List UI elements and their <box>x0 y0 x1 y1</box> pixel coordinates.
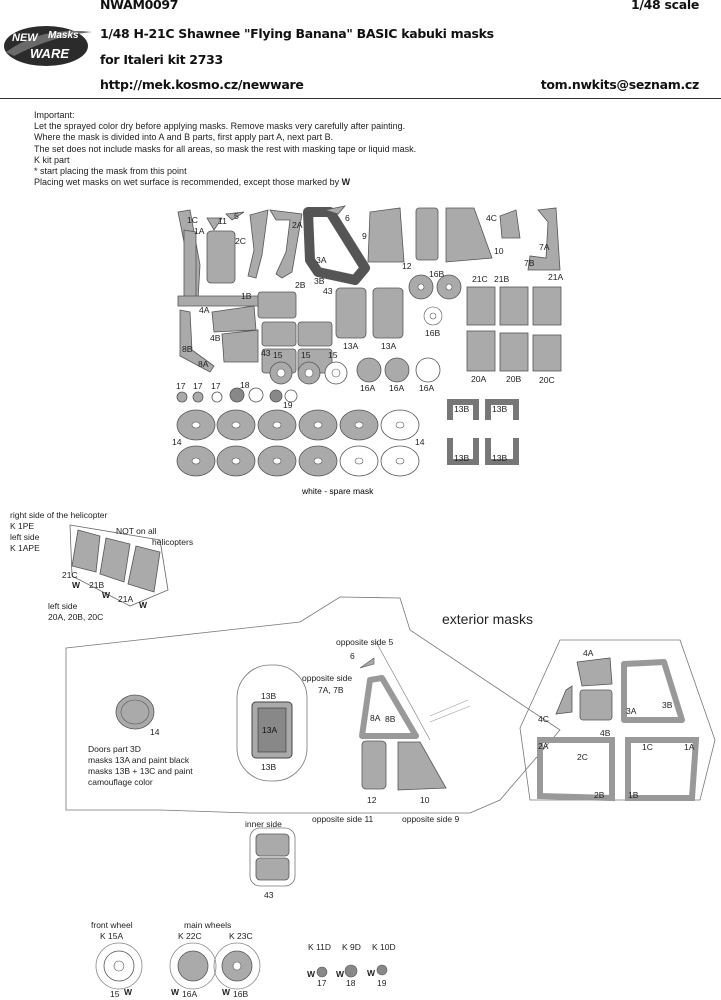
side-note: left side <box>10 532 40 542</box>
wet-mark: W <box>307 969 316 979</box>
sheet-label: 13B <box>454 404 470 414</box>
canopy-label: 1A <box>684 742 695 752</box>
side-note: NOT on all <box>116 526 157 536</box>
canopy-label: 1B <box>628 790 639 800</box>
mask-17-a <box>177 392 187 402</box>
sheet-label: 17 <box>211 381 221 391</box>
mask-3a <box>308 212 365 280</box>
canopy-outline <box>520 640 715 800</box>
sheet-label: 13A <box>343 341 359 351</box>
sheet-label: 13B <box>492 404 508 414</box>
canopy-label: 2A <box>538 741 549 751</box>
mask-20c <box>533 335 561 371</box>
exterior-label: 7A, 7B <box>318 685 344 695</box>
wheel-label: 17 <box>317 978 327 988</box>
mask-20b <box>500 333 528 371</box>
fuselage-mask-10 <box>398 742 446 790</box>
wet-mark: W <box>124 987 133 997</box>
canopy-label: 3A <box>626 706 637 716</box>
canopy-4b <box>580 690 612 720</box>
wet-mark: W <box>72 580 81 590</box>
logo-ware: WARE <box>30 46 69 61</box>
sheet-label: 16A <box>419 383 435 393</box>
exterior-label: opposite side 5 <box>336 637 394 647</box>
kit-text: for Italeri kit 2733 <box>100 52 223 67</box>
mask-2c <box>207 231 235 283</box>
mask-21c <box>467 287 495 325</box>
logo-masks: Masks <box>48 30 79 41</box>
email-address: tom.nwkits@seznam.cz <box>540 77 699 92</box>
mask-4a <box>212 306 256 332</box>
wheel-label: 18 <box>346 978 356 988</box>
fuselage-mask-6 <box>360 658 374 668</box>
exterior-label: opposite side <box>302 673 353 683</box>
side-note: K 1APE <box>10 543 40 553</box>
sheet-label: 14 <box>172 437 182 447</box>
small-18 <box>345 965 357 977</box>
exterior-label: 8B <box>385 714 396 724</box>
sheet-label: 5 <box>234 211 239 221</box>
exterior-label: 8A <box>370 713 381 723</box>
canopy-label: 2B <box>594 790 605 800</box>
sheet-label: 21B <box>494 274 510 284</box>
sheet-label: 21A <box>548 272 564 282</box>
sheet-label: 7A <box>539 242 550 252</box>
sheet-label: 20A <box>471 374 487 384</box>
sheet-label: 16A <box>389 383 405 393</box>
mask-18-spare <box>249 388 263 402</box>
sheet-label: 15 <box>301 350 311 360</box>
wheel-label: K 22C <box>178 931 202 941</box>
fuselage-mask-12 <box>362 741 386 789</box>
wheel-label: front wheel <box>91 920 133 930</box>
wheel-label: 16A <box>182 989 198 999</box>
mask-9-glass <box>368 208 404 262</box>
sheet-label: 43 <box>323 286 333 296</box>
sheet-label: 4B <box>210 333 221 343</box>
doors-line: masks 13A and paint black <box>88 755 190 765</box>
sheet-label: 14 <box>415 437 425 447</box>
exterior-label: opposite side 11 <box>312 814 374 824</box>
instruction-line: Let the sprayed color dry before applying masks. Remove masks very carefully after painting. <box>34 121 406 132</box>
fuselage-line <box>375 640 430 740</box>
mask-21b <box>500 287 528 325</box>
sheet-label: 16B <box>425 328 441 338</box>
canopy-label: 1C <box>642 742 653 752</box>
exterior-label: 14 <box>150 727 160 737</box>
side-label-21c: 21C <box>62 570 78 580</box>
mask-17-b <box>193 392 203 402</box>
doors-line: masks 13B + 13C and paint <box>88 766 193 776</box>
mask-16a-b <box>385 358 409 382</box>
canopy-label: 4B <box>600 728 611 738</box>
sheet-label: 9 <box>362 231 367 241</box>
sheet-label: 13B <box>492 453 508 463</box>
sheet-label: 8B <box>182 344 193 354</box>
scale-text: 1/48 scale <box>630 0 699 12</box>
inner-side-43a <box>256 834 289 856</box>
sheet-label: 7B <box>524 258 535 268</box>
mask-12 <box>416 208 438 260</box>
mask-4c <box>500 210 520 238</box>
mask-13a-right <box>373 288 403 338</box>
wet-mark: W <box>367 968 376 978</box>
canopy-4a <box>577 658 612 686</box>
instruction-line: * start placing the mask from this point <box>34 166 187 177</box>
sheet-label: 4A <box>199 305 210 315</box>
mask-16a-a <box>357 358 381 382</box>
sheet-label: 20B <box>506 374 522 384</box>
mask-21a <box>533 287 561 325</box>
canopy-label: 3B <box>662 700 673 710</box>
wheel-label: main wheels <box>184 920 232 930</box>
sheet-label: 1A <box>194 226 205 236</box>
exterior-label: inner side <box>245 819 282 829</box>
canopy-label: 4C <box>538 714 549 724</box>
sheet-label: 15 <box>328 350 338 360</box>
instruction-line: K kit part <box>34 154 70 165</box>
sheet-label: 17 <box>193 381 203 391</box>
doors-line: Doors part 3D <box>88 744 141 754</box>
mask-19 <box>270 390 282 402</box>
small-19 <box>377 965 387 975</box>
sheet-label: 19 <box>283 400 293 410</box>
side-label-21b: 21B <box>89 580 105 590</box>
wheel-label: 19 <box>377 978 387 988</box>
mask-2b-left <box>258 292 296 318</box>
sheet-label: 8A <box>198 359 209 369</box>
wheel-label: 15 <box>110 989 120 999</box>
sheet-label: 15 <box>273 350 283 360</box>
sheet-label: 13A <box>381 341 397 351</box>
wheel-label: K 15A <box>100 931 124 941</box>
doors-note <box>88 744 193 788</box>
sheet-label: 6 <box>345 213 350 223</box>
side-label-21a: 21A <box>118 594 134 604</box>
spare-mask-caption: white - spare mask <box>302 486 374 496</box>
mask-20a <box>467 331 495 371</box>
exterior-label: opposite side 9 <box>402 814 460 824</box>
exterior-label: 6 <box>350 651 355 661</box>
exterior-label: 13A <box>262 725 278 735</box>
wet-mark: W <box>222 987 231 997</box>
wet-mark: W <box>139 600 148 610</box>
wheel-label: K 9D <box>342 942 361 952</box>
product-code: NWAM0097 <box>100 0 179 12</box>
sheet-label: 2A <box>292 220 303 230</box>
canopy-4c <box>556 686 572 714</box>
side-note: right side of the helicopter <box>10 510 108 520</box>
website-url: http://mek.kosmo.cz/newware <box>100 77 304 92</box>
fuselage-line <box>430 700 470 722</box>
sheet-label: 21C <box>472 274 488 284</box>
sheet-label: 2C <box>235 236 246 246</box>
mask-43b <box>298 322 332 346</box>
fuselage-frame-7 <box>362 678 416 736</box>
wheel-label: K 11D <box>308 942 331 952</box>
mask-13a-left <box>336 288 366 338</box>
wheel-label: 16B <box>233 989 249 999</box>
sheet-label: 3B <box>314 276 325 286</box>
mask-43a <box>262 322 296 346</box>
side-note: helicopters <box>152 537 194 547</box>
exterior-label: 13B <box>261 691 277 701</box>
sheet-label: 20C <box>539 375 555 385</box>
wheel-label: K 23C <box>229 931 253 941</box>
wet-mark: W <box>341 177 351 188</box>
sheet-label: 2B <box>295 280 306 290</box>
side-note: K 1PE <box>10 521 35 531</box>
logo-new: NEW <box>12 32 38 44</box>
sheet-label: 16A <box>360 383 376 393</box>
sheet-label: 16B <box>429 269 445 279</box>
instruction-line: Where the mask is divided into A and B parts, first apply part A, next part B. <box>34 132 334 143</box>
sheet-label: 3A <box>316 255 327 265</box>
instructions-heading: Important: <box>34 110 75 120</box>
sheet-label: 11 <box>218 216 227 226</box>
mask-2a <box>248 210 268 278</box>
sheet-label: 12 <box>402 261 412 271</box>
sheet-label: 43 <box>261 348 271 358</box>
sheet-label: 1B <box>241 291 252 301</box>
exterior-title: exterior masks <box>442 611 534 627</box>
mask-16a-c <box>416 358 440 382</box>
inner-side-43b <box>256 858 289 880</box>
mask-1a <box>184 230 196 298</box>
sheet-label: 17 <box>176 381 186 391</box>
mask-18 <box>230 388 244 402</box>
exterior-label: 12 <box>367 795 377 805</box>
canopy-label: 4A <box>583 648 594 658</box>
wet-mark: W <box>171 987 180 997</box>
instruction-line: The set does not include masks for all areas, so mask the rest with masking tape or liquid mask. <box>34 143 417 154</box>
sheet-label: 10 <box>494 246 504 256</box>
mask-4b <box>222 330 258 362</box>
exterior-label: 13B <box>261 762 277 772</box>
sheet-label: 13B <box>454 453 470 463</box>
exterior-label: 43 <box>264 890 274 900</box>
sheet-label: 4C <box>486 213 497 223</box>
wheel-label: K 10D <box>372 942 396 952</box>
side-note: left side <box>48 601 78 611</box>
sheet-label: 1C <box>187 215 198 225</box>
side-note: 20A, 20B, 20C <box>48 612 104 622</box>
doors-line: camouflage color <box>88 777 153 787</box>
mask-17-c <box>212 392 222 402</box>
sheet-label: 18 <box>240 380 250 390</box>
product-title: 1/48 H-21C Shawnee "Flying Banana" BASIC kabuki masks <box>100 26 494 41</box>
wet-mark: W <box>336 969 345 979</box>
instruction-text: Placing wet masks on wet surface is recommended, except those marked by <box>34 177 340 188</box>
exterior-label: 10 <box>420 795 430 805</box>
canopy-label: 2C <box>577 752 588 762</box>
wet-mark: W <box>102 590 111 600</box>
main-wheel-16a <box>178 951 208 981</box>
small-17 <box>317 967 327 977</box>
